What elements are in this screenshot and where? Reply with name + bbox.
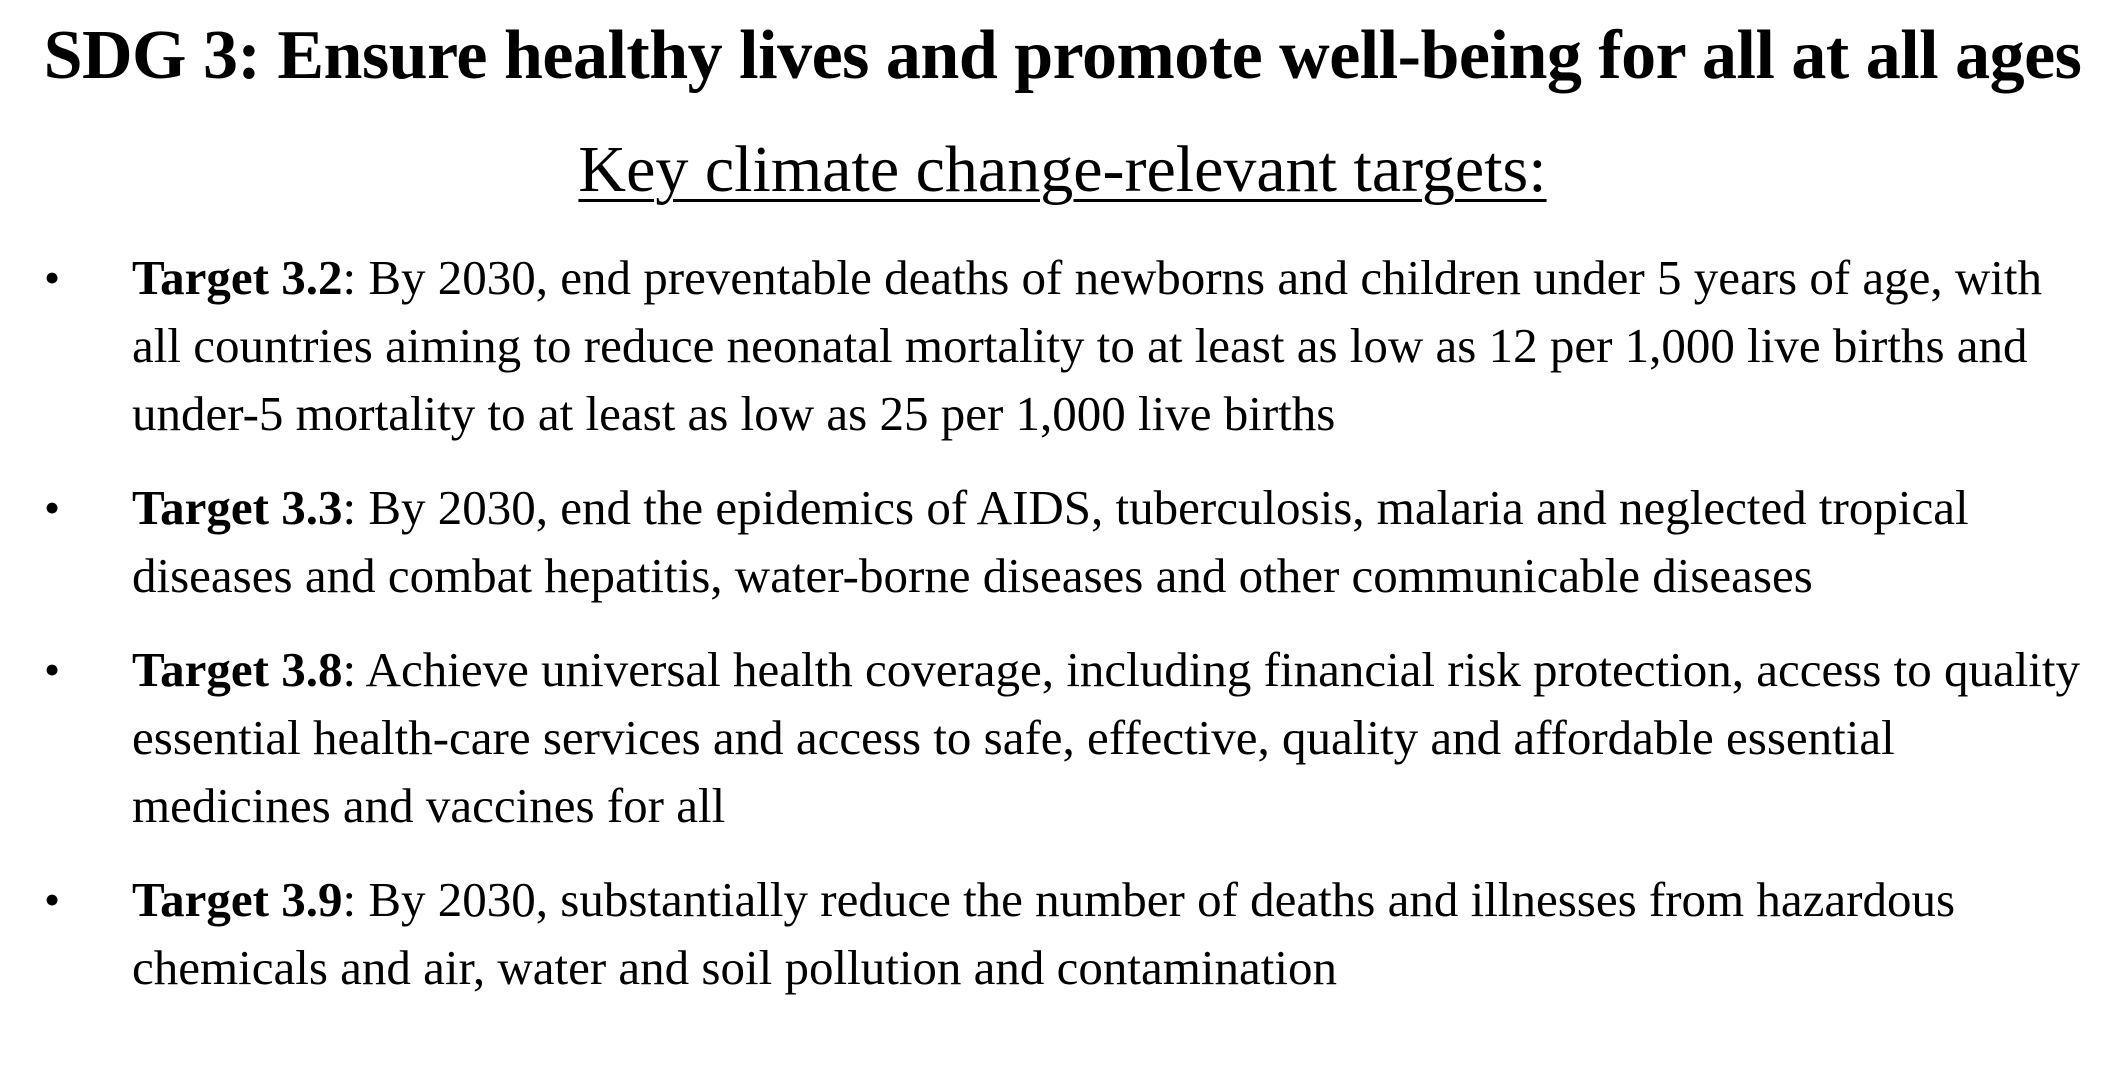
target-text: : By 2030, end the epidemics of AIDS, tuberculosis, malaria and neglected tropical diseases and combat hepatitis, water-borne diseases and other communicable diseases bbox=[132, 480, 1969, 603]
bullet-icon: • bbox=[44, 644, 61, 695]
target-list bbox=[36, 244, 2096, 1028]
target-item-3-3 bbox=[36, 474, 2096, 610]
target-label: Target 3.9 bbox=[132, 872, 343, 927]
target-label: Target 3.3 bbox=[132, 480, 343, 535]
bullet-icon: • bbox=[44, 252, 61, 303]
target-text: : By 2030, substantially reduce the number of deaths and illnesses from hazardous chemicals and air, water and soil pollution and contamination bbox=[132, 872, 1956, 995]
target-text: : Achieve universal health coverage, including financial risk protection, access to quality essential health-care services and access to safe, effective, quality and affordable essential medicines and vaccines for all bbox=[132, 642, 2081, 833]
target-label: Target 3.2 bbox=[132, 250, 343, 305]
bullet-icon: • bbox=[44, 874, 61, 925]
bullet-icon: • bbox=[44, 482, 61, 533]
target-item-3-2 bbox=[36, 244, 2096, 448]
target-item-3-8 bbox=[36, 636, 2096, 840]
slide-subtitle bbox=[0, 130, 2125, 210]
subtitle-text: Key climate change-relevant targets: bbox=[578, 133, 1547, 206]
target-label: Target 3.8 bbox=[132, 642, 343, 697]
slide-title: SDG 3: Ensure healthy lives and promote well-being for all at all ages bbox=[43, 17, 2082, 94]
target-text: : By 2030, end preventable deaths of newborns and children under 5 years of age, with all countries aiming to reduce neonatal mortality to at least as low as 12 per 1,000 live births and under-5 mortality to at least as low as 25 per 1,000 live births bbox=[132, 250, 2043, 441]
target-item-3-9 bbox=[36, 866, 2096, 1002]
